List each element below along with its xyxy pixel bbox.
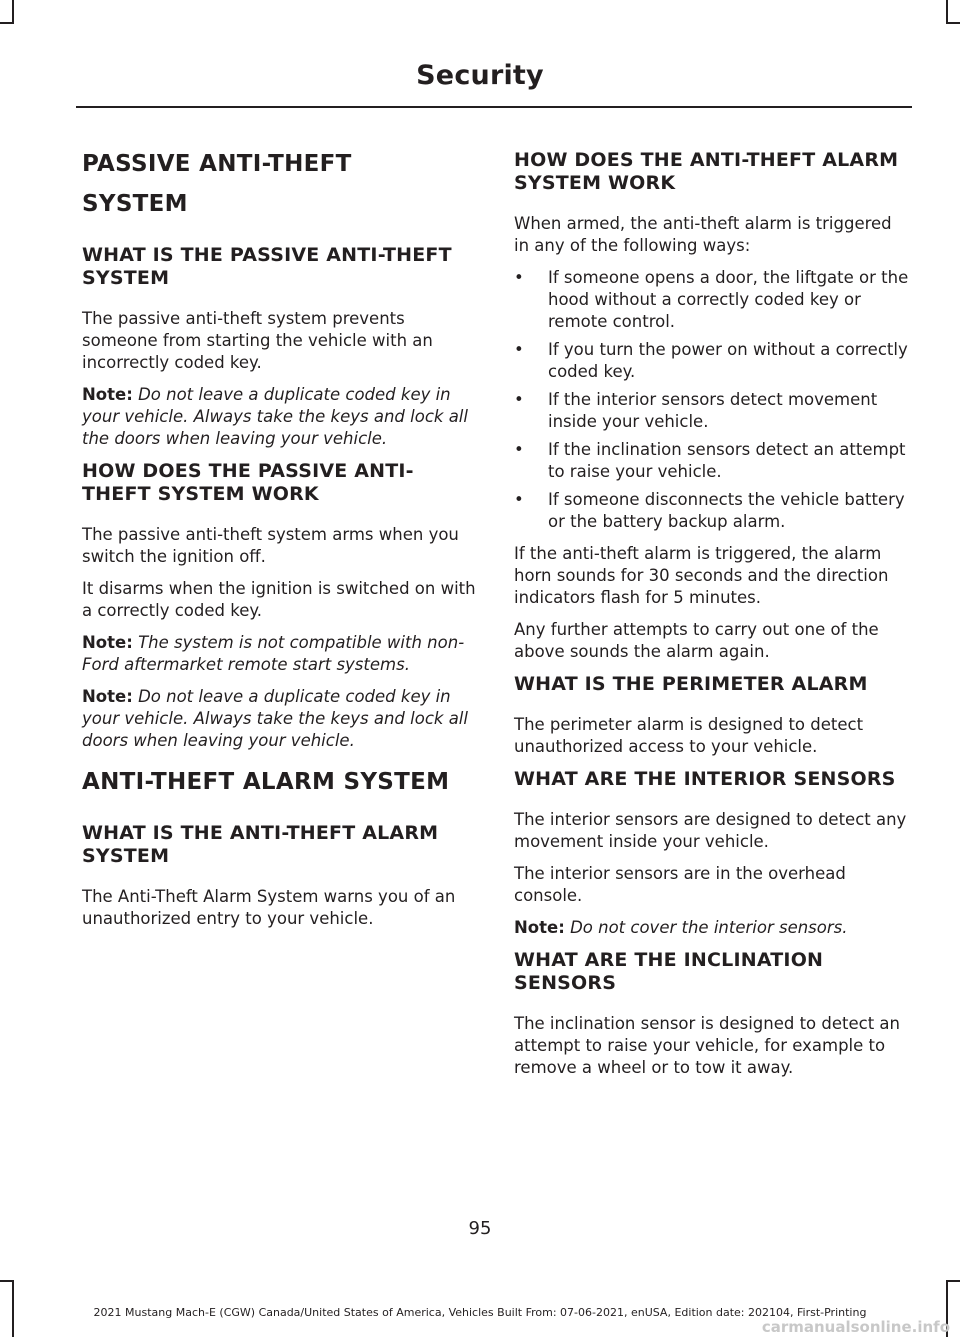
paragraph: Any further attempts to carry out one of the above sounds the alarm again. [514, 620, 879, 661]
paragraph: When armed, the anti-theft alarm is triggered in any of the following ways: [514, 214, 892, 255]
page-number: 95 [468, 1218, 492, 1239]
note-text: Do not cover the interior sensors. [570, 918, 848, 937]
watermark: carmanualsonline.info [761, 1318, 950, 1336]
crop-mark [946, 22, 960, 24]
section-title-passive-anti-theft [82, 144, 477, 224]
crop-mark [946, 0, 948, 22]
bullet: • [514, 490, 524, 509]
page-header-title: Security [416, 60, 544, 91]
header-divider [76, 106, 912, 108]
crop-mark [12, 0, 14, 22]
section-title-anti-theft-alarm: ANTI-THEFT ALARM SYSTEM [82, 769, 450, 795]
section-title-line2: SYSTEM [82, 191, 188, 217]
crop-mark [0, 1280, 14, 1282]
left-column [82, 144, 477, 940]
list-item [514, 489, 910, 533]
footer-text: 2021 Mustang Mach-E (CGW) Canada/United States of America, Vehicles Built From: 07-06-2021, enUSA, Edition date: 202104, First-Printing [93, 1306, 867, 1319]
subheading-interior-sensors: WHAT ARE THE INTERIOR SENSORS [514, 768, 896, 790]
note-label: Note: [82, 687, 133, 706]
subheading-inclination-sensors: WHAT ARE THE INCLINATION SENSORS [514, 949, 824, 994]
paragraph: The passive anti-theft system arms when you switch the ignition off. [82, 525, 459, 566]
crop-mark [0, 22, 14, 24]
paragraph: The passive anti-theft system prevents someone from starting the vehicle with an incorrectly coded key. [82, 309, 433, 372]
note-label: Note: [82, 385, 133, 404]
list-item-text: If the interior sensors detect movement inside your vehicle. [548, 390, 878, 431]
paragraph: The interior sensors are in the overhead console. [514, 864, 846, 905]
list-item-text: If the inclination sensors detect an attempt to raise your vehicle. [548, 440, 906, 481]
note [82, 632, 477, 676]
paragraph: The interior sensors are designed to detect any movement inside your vehicle. [514, 810, 907, 851]
subheading-what-is-passive: WHAT IS THE PASSIVE ANTI-THEFT SYSTEM [82, 244, 452, 289]
subheading-what-is-alarm: WHAT IS THE ANTI-THEFT ALARM SYSTEM [82, 822, 439, 867]
bullet: • [514, 340, 524, 359]
crop-mark [946, 1280, 960, 1282]
section-title-line1: PASSIVE ANTI-THEFT [82, 151, 352, 177]
paragraph: The inclination sensor is designed to detect an attempt to raise your vehicle, for example to remove a wheel or to tow it away. [514, 1014, 901, 1077]
bullet: • [514, 440, 524, 459]
list-item-text: If someone opens a door, the liftgate or the hood without a correctly coded key or remote control. [548, 268, 909, 331]
list-item [514, 439, 910, 483]
list-item [514, 267, 910, 333]
list-item [514, 389, 910, 433]
list-item [514, 339, 910, 383]
paragraph: If the anti-theft alarm is triggered, the alarm horn sounds for 30 seconds and the direction indicators flash for 5 minutes. [514, 544, 889, 607]
note-text: Do not leave a duplicate coded key in your vehicle. Always take the keys and lock all doors when leaving your vehicle. [82, 687, 468, 750]
bullet: • [514, 390, 524, 409]
subheading-how-passive-works: HOW DOES THE PASSIVE ANTI-THEFT SYSTEM WORK [82, 460, 414, 505]
note-text: The system is not compatible with non-Ford aftermarket remote start systems. [82, 633, 465, 674]
note-label: Note: [82, 633, 133, 652]
note-text: Do not leave a duplicate coded key in your vehicle. Always take the keys and lock all the doors when leaving your vehicle. [82, 385, 468, 448]
right-column [514, 144, 910, 1089]
bullet: • [514, 268, 524, 287]
paragraph: It disarms when the ignition is switched on with a correctly coded key. [82, 579, 476, 620]
note [82, 384, 477, 450]
note [82, 686, 477, 752]
paragraph: The Anti-Theft Alarm System warns you of an unauthorized entry to your vehicle. [82, 887, 456, 928]
trigger-list [514, 267, 910, 533]
paragraph: The perimeter alarm is designed to detect unauthorized access to your vehicle. [514, 715, 864, 756]
list-item-text: If you turn the power on without a correctly coded key. [548, 340, 908, 381]
list-item-text: If someone disconnects the vehicle battery or the battery backup alarm. [548, 490, 905, 531]
subheading-how-alarm-works: HOW DOES THE ANTI-THEFT ALARM SYSTEM WORK [514, 149, 899, 194]
note-label: Note: [514, 918, 565, 937]
subheading-perimeter-alarm: WHAT IS THE PERIMETER ALARM [514, 673, 868, 695]
note [514, 917, 910, 939]
